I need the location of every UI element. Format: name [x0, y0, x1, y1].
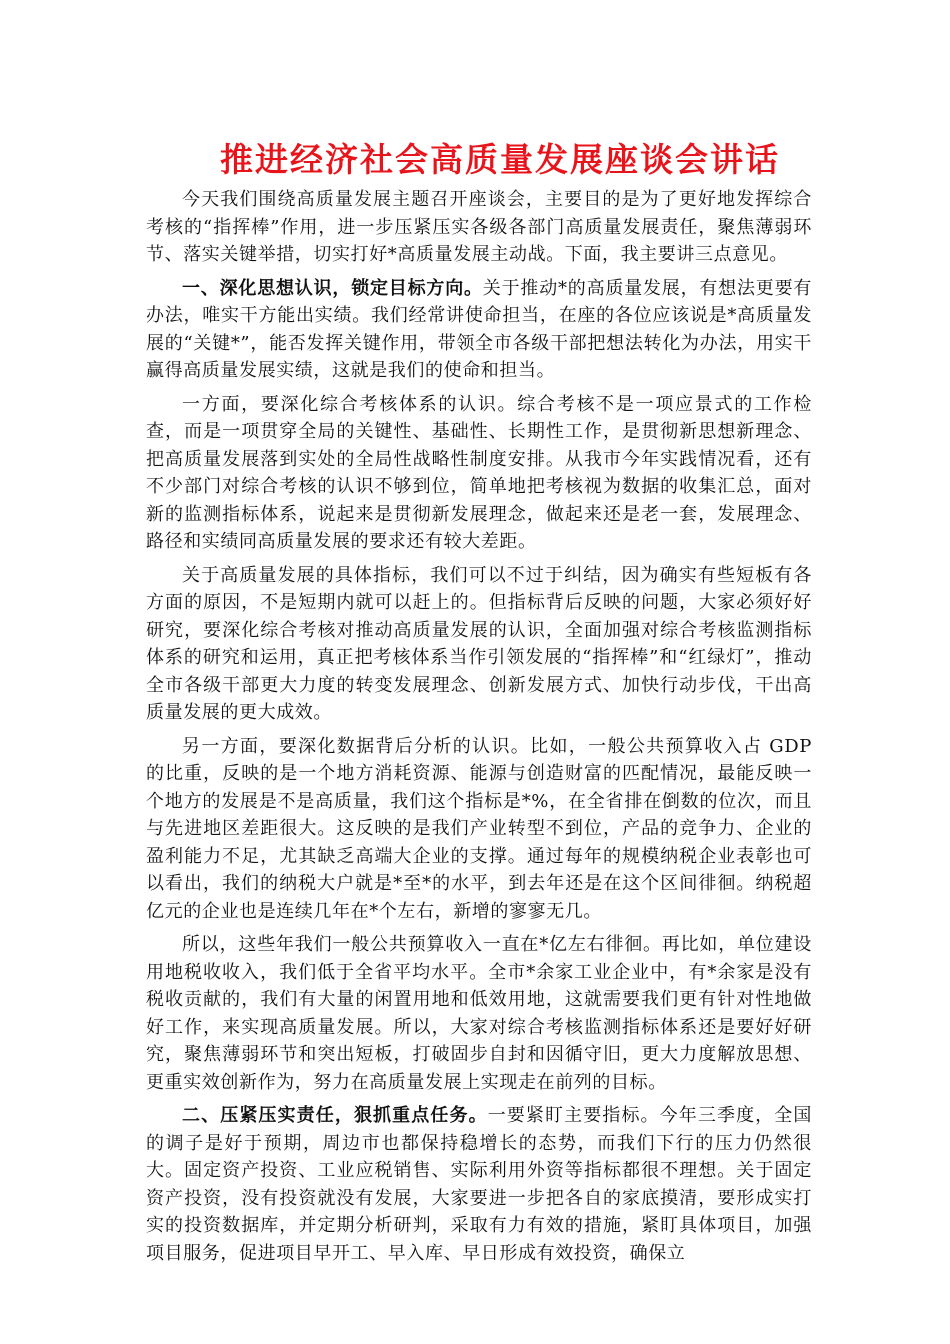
paragraph-text: 关于推动*的高质量发展，有想法更要有办法，唯实干方能出实绩。我们经常讲使命担当，在座的各位应该说是*高质量发展的“关键*”，能否发挥关键作用，带领全市各级干部把想法转化为办法，用实干赢得高质量发展实绩，这就是我们的使命和担当。	[146, 277, 812, 381]
paragraph	[146, 562, 812, 727]
paragraph-heading: 二、压紧压实责任，狠抓重点任务。	[182, 1105, 488, 1126]
paragraph-text: 关于高质量发展的具体指标，我们可以不过于纠结，因为确实有些短板有各方面的原因，不是短期内就可以赶上的。但指标背后反映的问题，大家必须好好研究，要深化综合考核对推动高质量发展的认识，全面加强对综合考核监测指标体系的研究和运用，真正把考核体系当作引领发展的“指挥棒”和“红绿灯”，推动全市各级干部更大力度的转变发展理念、创新发展方式、加快行动步伐，干出高质量发展的更大成效。	[146, 564, 812, 723]
paragraph	[146, 733, 812, 926]
paragraph-text: 今天我们围绕高质量发展主题召开座谈会，主要目的是为了更好地发挥综合考核的“指挥棒”作用，进一步压紧压实各级各部门高质量发展责任，聚焦薄弱环节、落实关键举措，切实打好*高质量发展主动战。下面，我主要讲三点意见。	[146, 189, 812, 265]
paragraph	[146, 1102, 812, 1267]
document-body	[146, 186, 812, 1273]
paragraph	[146, 275, 812, 385]
paragraph	[146, 391, 812, 556]
paragraph-heading: 一、深化思想认识，锁定目标方向。	[182, 277, 483, 299]
paragraph	[146, 186, 812, 269]
document-title: 推进经济社会高质量发展座谈会讲话	[220, 140, 780, 179]
paragraph-text: 另一方面，要深化数据背后分析的认识。比如，一般公共预算收入占 GDP 的比重，反映的是一个地方消耗资源、能源与创造财富的匹配情况，最能反映一个地方的发展是不是高质量，我们这个指标是*%，在全省排在倒数的位次，而且与先进地区差距很大。这反映的是我们产业转型不到位，产品的竞争力、企业的盈利能力不足，尤其缺乏高端大企业的支撑。通过每年的规模纳税企业表彰也可以看出，我们的纳税大户就是*至*的水平，到去年还是在这个区间徘徊。纳税超亿元的企业也是连续几年在*个左右，新增的寥寥无几。	[146, 735, 812, 922]
paragraph-text: 一要紧盯主要指标。今年三季度，全国的调子是好于预期，周边市也都保持稳增长的态势，而我们下行的压力仍然很大。固定资产投资、工业应税销售、实际利用外资等指标都很不理想。关于固定资产投资，没有投资就没有发展，大家要进一步把各自的家底摸清，要形成实打实的投资数据库，并定期分析研判，采取有力有效的措施，紧盯具体项目，加强项目服务，促进项目早开工、早入库、早日形成有效投资，确保立	[146, 1105, 812, 1264]
paragraph-text: 所以，这些年我们一般公共预算收入一直在*亿左右徘徊。再比如，单位建设用地税收收入，我们低于全省平均水平。全市*余家工业企业中，有*余家是没有税收贡献的，我们有大量的闲置用地和低效用地，这就需要我们更有针对性地做好工作，来实现高质量发展。所以，大家对综合考核监测指标体系还是要好好研究，聚焦薄弱环节和突出短板，打破固步自封和因循守旧，更大力度解放思想、更重实效创新作为，努力在高质量发展上实现走在前列的目标。	[146, 934, 812, 1093]
paragraph-text: 一方面，要深化综合考核体系的认识。综合考核不是一项应景式的工作检查，而是一项贯穿全局的关键性、基础性、长期性工作，是贯彻新思想新理念、把高质量发展落到实处的全局性战略性制度安排。从我市今年实践情况看，还有不少部门对综合考核的认识不够到位，简单地把考核视为数据的收集汇总，面对新的监测指标体系，说起来是贯彻新发展理念，做起来还是老一套，发展理念、路径和实绩同高质量发展的要求还有较大差距。	[146, 393, 812, 552]
paragraph	[146, 931, 812, 1096]
